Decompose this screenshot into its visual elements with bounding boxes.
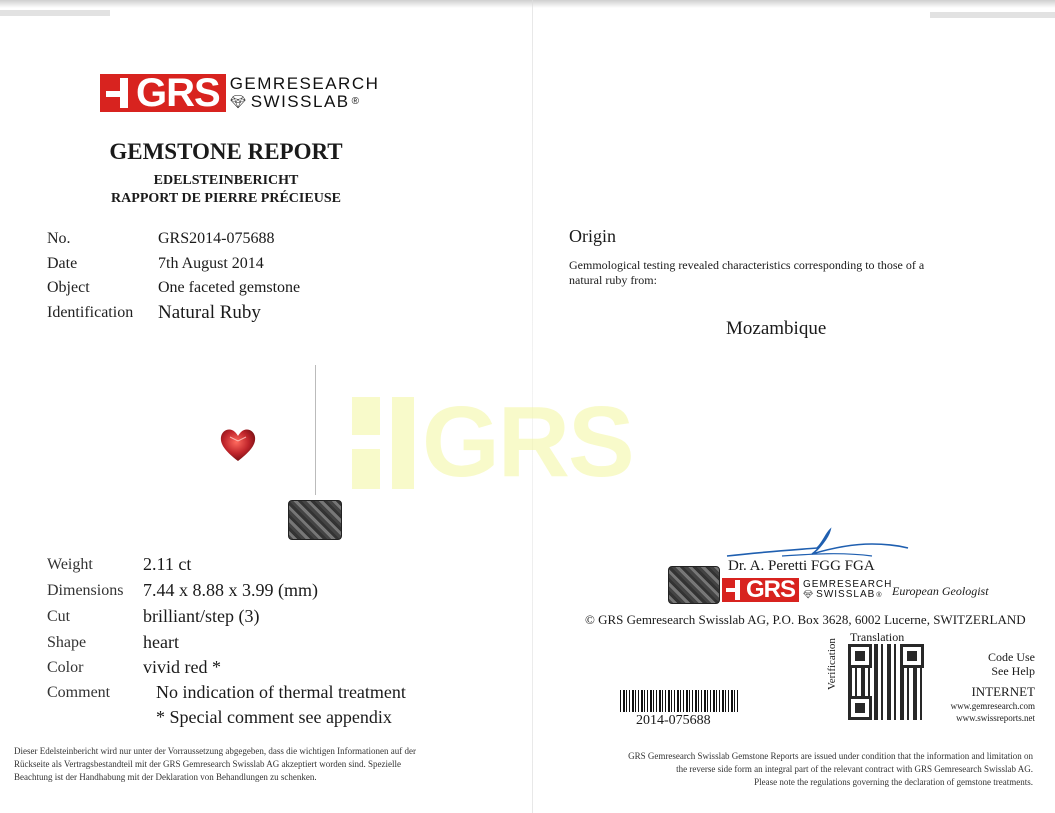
detail-label: Shape xyxy=(47,634,87,651)
grs-logo-brand: GRS xyxy=(136,70,220,115)
swiss-cross-icon xyxy=(104,78,132,108)
origin-text: Gemmological testing revealed characteristics corresponding to those of a natural ruby from: xyxy=(569,258,925,287)
detail-label: Dimensions xyxy=(47,582,124,599)
info-label: Object xyxy=(47,279,90,296)
report-subtitle-de: EDELSTEINBERICHT xyxy=(153,173,299,188)
scan-scuff xyxy=(930,12,1055,18)
identification-value: Natural Ruby xyxy=(158,302,261,323)
grs-logo-line2: SWISSLAB xyxy=(816,589,876,600)
divider-line xyxy=(315,365,316,495)
registered-mark: ® xyxy=(876,591,883,599)
translation-label: Translation xyxy=(850,630,905,644)
info-label: Identification xyxy=(47,304,134,321)
grs-logo-text xyxy=(803,580,892,601)
scan-scuff xyxy=(0,10,110,16)
watermark-text: GRS xyxy=(422,386,633,498)
disclaimer-line: Beachtung ist der Handhabung mit der Deklaration von Behandlungen zu schenken. xyxy=(14,772,317,782)
grs-logo-line1: GEMRESEARCH xyxy=(229,74,380,94)
grs-logo-box xyxy=(722,578,799,602)
scan-top-edge xyxy=(0,0,1055,8)
url-gemresearch[interactable]: www.gemresearch.com xyxy=(950,701,1035,711)
internet-label: INTERNET xyxy=(971,684,1035,699)
report-subtitle-fr: RAPPORT DE PIERRE PRÉCIEUSE xyxy=(111,191,341,206)
special-comment: * Special comment see appendix xyxy=(156,707,392,727)
verification-label: Verification xyxy=(826,638,838,690)
detail-value: No indication of thermal treatment xyxy=(156,682,406,702)
grs-logo-line1: GEMRESEARCH xyxy=(803,578,893,590)
grs-logo-text xyxy=(230,75,380,111)
code-use-label: Code Use xyxy=(988,650,1035,664)
info-label: Date xyxy=(47,255,78,272)
detail-value: vivid red * xyxy=(143,657,221,677)
hologram-seal xyxy=(668,566,720,604)
url-swissreports[interactable]: www.swissreports.net xyxy=(956,713,1035,723)
detail-label: Comment xyxy=(47,684,111,701)
grs-logo xyxy=(100,70,380,115)
disclaimer-line: Rückseite als Vertragsbestandteil mit der GRS Gemresearch Swisslab AG akzeptiert worden sind. Spezielle xyxy=(14,759,401,769)
grs-watermark xyxy=(352,385,633,500)
info-label: No. xyxy=(47,230,71,247)
signer-name: Dr. A. Peretti FGG FGA xyxy=(728,558,875,574)
ruby-heart-icon xyxy=(219,427,257,463)
grs-logo-line2: SWISSLAB xyxy=(250,92,350,111)
info-value: 7th August 2014 xyxy=(158,255,264,272)
info-value: One faceted gemstone xyxy=(158,279,301,296)
barcode xyxy=(620,690,740,712)
diamond-icon: 💎︎ xyxy=(229,94,248,110)
footer-line: Please note the regulations governing the declaration of gemstone treatments. xyxy=(754,777,1033,787)
detail-label: Weight xyxy=(47,556,93,573)
grs-logo-small xyxy=(722,578,892,602)
verification-qr-code[interactable] xyxy=(848,644,924,720)
detail-label: Cut xyxy=(47,608,71,625)
detail-value: heart xyxy=(143,632,179,652)
info-value: GRS2014-075688 xyxy=(158,230,275,247)
hologram-seal xyxy=(288,500,342,540)
report-title: GEMSTONE REPORT xyxy=(109,139,343,164)
origin-value: Mozambique xyxy=(726,318,827,339)
footer-line: GRS Gemresearch Swisslab Gemstone Reports are issued under condition that the information and limitation on xyxy=(628,751,1033,761)
diamond-icon: 💎︎ xyxy=(803,590,815,600)
footer-line: the reverse side form an integral part of the relevant contract with GRS Gemresearch Swisslab AG. xyxy=(676,764,1033,774)
registered-mark: ® xyxy=(351,95,361,107)
grs-logo-brand: GRS xyxy=(746,576,796,603)
detail-value: 2.11 ct xyxy=(143,554,192,574)
origin-heading: Origin xyxy=(569,226,616,246)
detail-label: Color xyxy=(47,659,84,676)
detail-value: 7.44 x 8.88 x 3.99 (mm) xyxy=(143,580,318,600)
barcode-number: 2014-075688 xyxy=(636,713,711,728)
grs-logo-box xyxy=(100,70,226,115)
copyright-line: © GRS Gemresearch Swisslab AG, P.O. Box 3628, 6002 Lucerne, SWITZERLAND xyxy=(585,612,1026,627)
footer-conditions xyxy=(563,750,1033,789)
detail-value: brilliant/step (3) xyxy=(143,606,260,626)
see-help-label: See Help xyxy=(991,664,1035,678)
disclaimer-line: Dieser Edelsteinbericht wird nur unter der Vorraussetzung abgegeben, dass die wichtigen Informationen auf der xyxy=(14,746,417,756)
watermark-cross-block xyxy=(352,397,414,489)
european-geologist-label: European Geologist xyxy=(892,584,989,598)
swiss-cross-icon xyxy=(725,580,743,600)
